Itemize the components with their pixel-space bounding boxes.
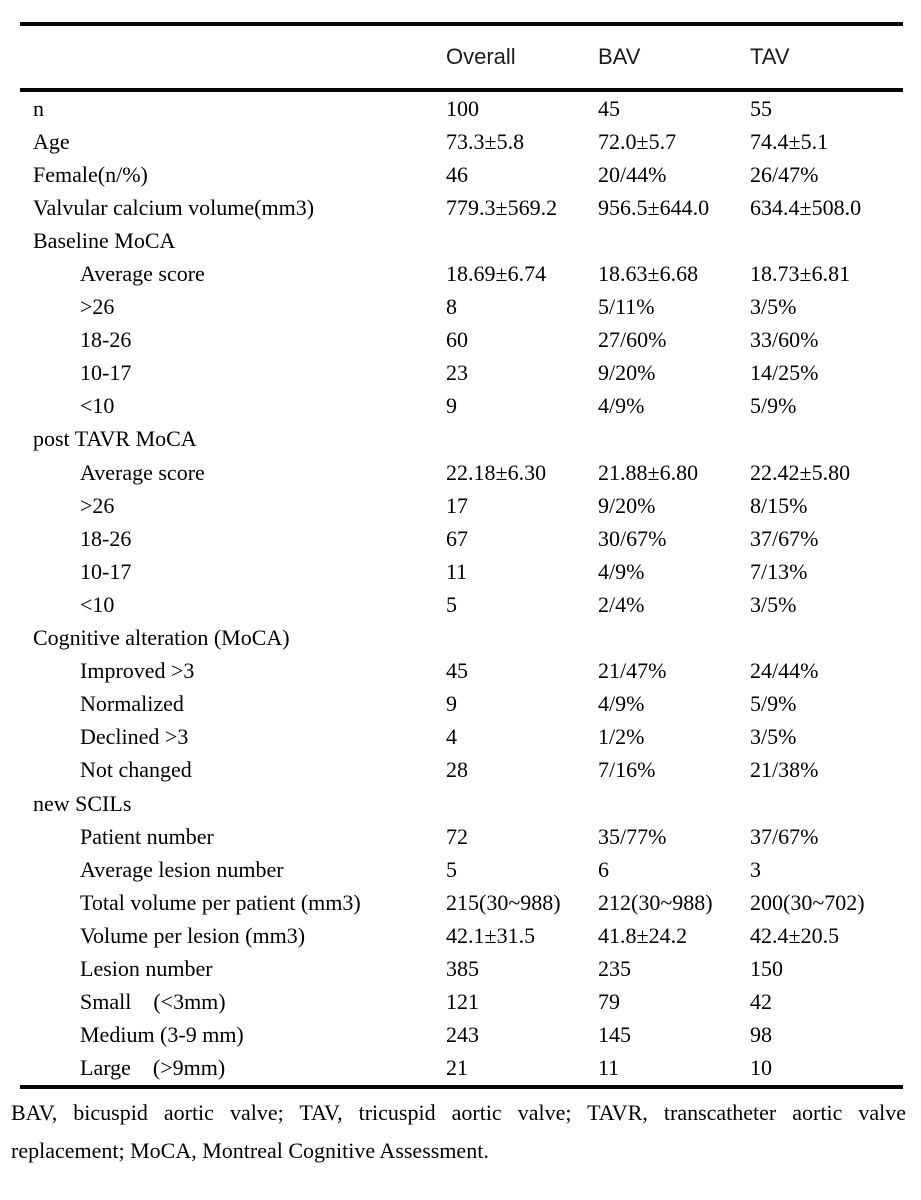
cell-bav: 1/2% bbox=[598, 724, 645, 750]
cell-overall: 215(30~988) bbox=[446, 889, 561, 915]
row-label: >26 bbox=[80, 492, 115, 518]
cell-bav: 20/44% bbox=[598, 161, 667, 187]
cell-tav: 22.42±5.80 bbox=[750, 459, 851, 485]
cell-bav: 41.8±24.2 bbox=[598, 922, 688, 948]
table-row bbox=[20, 886, 903, 919]
cell-bav: 7/16% bbox=[598, 757, 656, 783]
cell-overall: 46 bbox=[446, 161, 468, 187]
table-row bbox=[20, 158, 903, 191]
row-label: Average score bbox=[80, 459, 205, 485]
cell-tav: 33/60% bbox=[750, 327, 819, 353]
cell-tav: 55 bbox=[750, 95, 772, 121]
footnote-line-2: replacement; MoCA, Montreal Cognitive Assessment. bbox=[11, 1138, 489, 1163]
cell-bav: 4/9% bbox=[598, 558, 645, 584]
table-row bbox=[20, 489, 903, 522]
cell-overall: 4 bbox=[446, 724, 457, 750]
table-row bbox=[20, 754, 903, 787]
cell-bav: 79 bbox=[598, 989, 620, 1015]
table-row bbox=[20, 588, 903, 621]
table-row bbox=[20, 919, 903, 952]
cell-overall: 100 bbox=[446, 95, 479, 121]
table-row bbox=[20, 257, 903, 290]
table-row bbox=[20, 1052, 903, 1085]
table-row bbox=[20, 1019, 903, 1052]
row-label: Average score bbox=[80, 261, 205, 287]
row-label: Medium (3-9 mm) bbox=[80, 1022, 244, 1048]
cell-overall: 121 bbox=[446, 989, 479, 1015]
cell-tav: 26/47% bbox=[750, 161, 819, 187]
table-body bbox=[20, 92, 903, 1085]
cell-bav: 21/47% bbox=[598, 658, 667, 684]
row-label: Not changed bbox=[80, 757, 192, 783]
cell-tav: 5/9% bbox=[750, 691, 797, 717]
cell-overall: 5 bbox=[446, 856, 457, 882]
row-label: Age bbox=[33, 128, 70, 154]
row-label: Baseline MoCA bbox=[33, 227, 176, 253]
cell-tav: 37/67% bbox=[750, 823, 819, 849]
table-row bbox=[20, 555, 903, 588]
cell-tav: 200(30~702) bbox=[750, 889, 865, 915]
row-label: Improved >3 bbox=[80, 658, 195, 684]
row-label: 18-26 bbox=[80, 525, 132, 551]
cell-overall: 18.69±6.74 bbox=[446, 261, 547, 287]
cell-tav: 21/38% bbox=[750, 757, 819, 783]
cell-overall: 73.3±5.8 bbox=[446, 128, 525, 154]
cell-tav: 150 bbox=[750, 955, 783, 981]
cell-overall: 9 bbox=[446, 393, 457, 419]
cell-tav: 24/44% bbox=[750, 658, 819, 684]
cell-overall: 21 bbox=[446, 1055, 468, 1081]
cell-overall: 23 bbox=[446, 360, 468, 386]
cell-overall: 243 bbox=[446, 1022, 479, 1048]
cell-tav: 5/9% bbox=[750, 393, 797, 419]
row-label: Declined >3 bbox=[80, 724, 189, 750]
cell-bav: 145 bbox=[598, 1022, 631, 1048]
cell-bav: 956.5±644.0 bbox=[598, 194, 710, 220]
cell-bav: 4/9% bbox=[598, 393, 645, 419]
row-label: new SCILs bbox=[33, 790, 132, 816]
cell-overall: 8 bbox=[446, 294, 457, 320]
row-label: Lesion number bbox=[80, 955, 213, 981]
row-label: 10-17 bbox=[80, 360, 132, 386]
row-label: Large (>9mm) bbox=[80, 1055, 226, 1081]
cell-overall: 385 bbox=[446, 955, 479, 981]
cell-overall: 17 bbox=[446, 492, 468, 518]
table-row bbox=[20, 952, 903, 985]
cell-bav: 35/77% bbox=[598, 823, 667, 849]
cell-bav: 9/20% bbox=[598, 492, 656, 518]
cell-bav: 72.0±5.7 bbox=[598, 128, 677, 154]
header-cell-tav: TAV bbox=[750, 44, 790, 69]
row-label: n bbox=[33, 95, 44, 121]
cell-bav: 11 bbox=[598, 1055, 620, 1081]
cell-tav: 98 bbox=[750, 1022, 772, 1048]
cell-tav: 14/25% bbox=[750, 360, 819, 386]
cell-bav: 4/9% bbox=[598, 691, 645, 717]
table-row bbox=[20, 92, 903, 125]
table-header-row bbox=[20, 26, 903, 88]
row-label: Valvular calcium volume(mm3) bbox=[33, 194, 315, 220]
cell-tav: 42.4±20.5 bbox=[750, 922, 840, 948]
cell-tav: 10 bbox=[750, 1055, 772, 1081]
cell-bav: 45 bbox=[598, 95, 620, 121]
table-footnote bbox=[11, 1094, 906, 1170]
cell-overall: 72 bbox=[446, 823, 468, 849]
cell-tav: 3/5% bbox=[750, 591, 797, 617]
characteristics-table bbox=[20, 22, 903, 1089]
section-header-row bbox=[20, 224, 903, 257]
header-cell-bav: BAV bbox=[598, 44, 641, 69]
section-header-row bbox=[20, 787, 903, 820]
row-label: Patient number bbox=[80, 823, 214, 849]
header-cell-overall: Overall bbox=[446, 44, 516, 69]
cell-tav: 3/5% bbox=[750, 294, 797, 320]
cell-overall: 45 bbox=[446, 658, 468, 684]
table-bottom-rule bbox=[20, 1085, 903, 1089]
cell-bav: 212(30~988) bbox=[598, 889, 713, 915]
row-label: 10-17 bbox=[80, 558, 132, 584]
cell-bav: 21.88±6.80 bbox=[598, 459, 699, 485]
section-header-row bbox=[20, 423, 903, 456]
table-row bbox=[20, 324, 903, 357]
row-label: Average lesion number bbox=[80, 856, 284, 882]
cell-bav: 235 bbox=[598, 955, 631, 981]
row-label: Volume per lesion (mm3) bbox=[80, 922, 306, 948]
cell-bav: 9/20% bbox=[598, 360, 656, 386]
table-row bbox=[20, 191, 903, 224]
cell-tav: 7/13% bbox=[750, 558, 808, 584]
cell-overall: 67 bbox=[446, 525, 468, 551]
cell-overall: 28 bbox=[446, 757, 468, 783]
cell-overall: 42.1±31.5 bbox=[446, 922, 536, 948]
cell-tav: 74.4±5.1 bbox=[750, 128, 829, 154]
table-row bbox=[20, 688, 903, 721]
table-row bbox=[20, 357, 903, 390]
cell-tav: 3/5% bbox=[750, 724, 797, 750]
row-label: <10 bbox=[80, 591, 115, 617]
table-row bbox=[20, 125, 903, 158]
cell-bav: 30/67% bbox=[598, 525, 667, 551]
table-row bbox=[20, 390, 903, 423]
row-label: >26 bbox=[80, 294, 115, 320]
table-row bbox=[20, 721, 903, 754]
row-label: Cognitive alteration (MoCA) bbox=[33, 625, 290, 651]
cell-overall: 9 bbox=[446, 691, 457, 717]
cell-overall: 60 bbox=[446, 327, 468, 353]
cell-tav: 42 bbox=[750, 989, 772, 1015]
cell-overall: 5 bbox=[446, 591, 457, 617]
cell-bav: 2/4% bbox=[598, 591, 645, 617]
row-label: Normalized bbox=[80, 691, 184, 717]
table-row bbox=[20, 291, 903, 324]
cell-tav: 37/67% bbox=[750, 525, 819, 551]
cell-overall: 11 bbox=[446, 558, 468, 584]
row-label: 18-26 bbox=[80, 327, 132, 353]
row-label: post TAVR MoCA bbox=[33, 426, 197, 452]
table-row bbox=[20, 820, 903, 853]
cell-tav: 8/15% bbox=[750, 492, 808, 518]
cell-bav: 5/11% bbox=[598, 294, 655, 320]
cell-bav: 18.63±6.68 bbox=[598, 261, 699, 287]
table-row bbox=[20, 655, 903, 688]
table-row bbox=[20, 986, 903, 1019]
row-label: Small (<3mm) bbox=[80, 989, 226, 1015]
cell-tav: 3 bbox=[750, 856, 761, 882]
cell-overall: 22.18±6.30 bbox=[446, 459, 547, 485]
cell-tav: 18.73±6.81 bbox=[750, 261, 851, 287]
footnote-line-1: BAV, bicuspid aortic valve; TAV, tricuspid aortic valve; TAVR, transcatheter aortic valve bbox=[11, 1100, 906, 1125]
row-label: Total volume per patient (mm3) bbox=[80, 889, 361, 915]
table-row bbox=[20, 853, 903, 886]
table-row bbox=[20, 456, 903, 489]
cell-bav: 6 bbox=[598, 856, 609, 882]
cell-bav: 27/60% bbox=[598, 327, 667, 353]
row-label: Female(n/%) bbox=[33, 161, 148, 187]
row-label: <10 bbox=[80, 393, 115, 419]
cell-tav: 634.4±508.0 bbox=[750, 194, 862, 220]
table-row bbox=[20, 522, 903, 555]
cell-overall: 779.3±569.2 bbox=[446, 194, 558, 220]
section-header-row bbox=[20, 622, 903, 655]
